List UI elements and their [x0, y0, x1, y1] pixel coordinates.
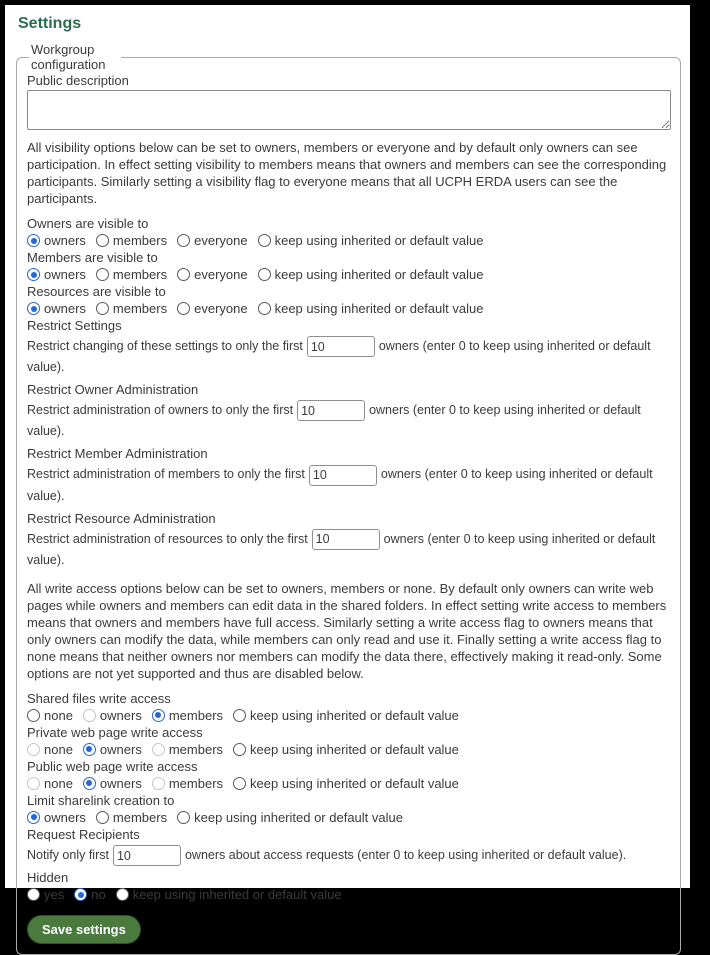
- radio-label: owners: [44, 267, 86, 282]
- radio-label: none: [44, 775, 73, 791]
- members-visibility-everyone-radio[interactable]: [177, 268, 190, 281]
- field-label: Public web page write access: [27, 758, 198, 774]
- radio-label: yes: [44, 887, 65, 903]
- owners-visibility-radio-group: [27, 232, 671, 249]
- sharelink-limit-owners-radio[interactable]: [27, 811, 40, 824]
- hidden-option-no: [74, 887, 105, 902]
- radio-label: keep using inherited or default value: [250, 741, 459, 757]
- radio-label: everyone: [194, 301, 248, 316]
- save-settings-button[interactable]: Save settings: [27, 915, 141, 944]
- radio-label: members: [168, 741, 224, 757]
- radio-label: keep using inherited or default value: [274, 233, 484, 248]
- field-label: Hidden: [27, 870, 69, 886]
- info-paragraph: All write access options below can be set to owners, members or none. By default only owners can write web pages while owners and members can edit data in the shared folders. In effect setting write access to members means that owners and members have full access. Similarly setting a write access flag to owners means that only owners can modify the data, while members can only read and use it. Finally setting a write access flag to none means that neither owners nor members can modify the data there, effectively making it read-only. Some options are not yet supported and thus are disabled below.: [27, 580, 667, 681]
- restrict-member-admin-input[interactable]: [309, 465, 377, 486]
- radio-label: keep using inherited or default value: [274, 301, 484, 316]
- numberline-text-after: owners (enter 0 to keep using inherited or default value).: [27, 467, 653, 503]
- radio-label: no: [91, 887, 106, 903]
- sharelink-limit-option-keep: [177, 810, 403, 825]
- radio-label: keep using inherited or default value: [250, 707, 459, 723]
- numberline-text-before: Notify only first: [27, 847, 109, 862]
- public-description-label: Public description: [27, 73, 129, 88]
- field-label: Limit sharelink creation to: [27, 792, 175, 808]
- radio-label: keep using inherited or default value: [250, 775, 459, 791]
- settings-page: [5, 5, 690, 938]
- field-label: Restrict Settings: [27, 318, 122, 333]
- restrict-resource-admin-row: [27, 529, 671, 571]
- hidden-yes-radio[interactable]: [27, 888, 40, 901]
- members-visibility-option-keep: [258, 267, 484, 282]
- public-web-page-write-keep-radio[interactable]: [233, 777, 246, 790]
- owners-visibility-option-members: [96, 233, 167, 248]
- shared-files-write-radio-group: [27, 707, 671, 724]
- private-web-page-write-option-none: [27, 742, 73, 757]
- private-web-page-write-none-radio: [27, 743, 40, 756]
- page-title: Settings: [18, 15, 82, 32]
- restrict-owner-admin-row: [27, 400, 671, 442]
- public-web-page-write-members-radio: [152, 777, 165, 790]
- owners-visibility-keep-radio[interactable]: [258, 234, 271, 247]
- workgroup-config-fieldset: [16, 42, 681, 955]
- numberline-text-after: owners about access requests (enter 0 to keep using inherited or default value).: [184, 847, 627, 862]
- resources-visibility-everyone-radio[interactable]: [177, 302, 190, 315]
- shared-files-write-members-radio[interactable]: [152, 709, 165, 722]
- hidden-radio-group: [27, 886, 671, 903]
- members-visibility-owners-radio[interactable]: [27, 268, 40, 281]
- radio-label: owners: [44, 233, 86, 248]
- public-web-page-write-option-keep: [233, 776, 459, 791]
- owners-visibility-option-owners: [27, 233, 86, 248]
- public-web-page-write-owners-radio[interactable]: [83, 777, 96, 790]
- resources-visibility-keep-radio[interactable]: [258, 302, 271, 315]
- members-visibility-option-owners: [27, 267, 86, 282]
- sharelink-limit-members-radio[interactable]: [96, 811, 109, 824]
- radio-label: owners: [44, 301, 86, 316]
- restrict-member-admin-row: [27, 464, 671, 506]
- radio-label: owners: [99, 707, 142, 723]
- field-label: Restrict Member Administration: [27, 446, 208, 462]
- resources-visibility-members-radio[interactable]: [96, 302, 109, 315]
- owners-visibility-option-everyone: [177, 233, 247, 248]
- numberline-text-before: Restrict administration of members to only the first: [27, 467, 305, 482]
- owners-visibility-everyone-radio[interactable]: [177, 234, 190, 247]
- private-web-page-write-owners-radio[interactable]: [83, 743, 96, 756]
- radio-label: everyone: [194, 233, 248, 248]
- resources-visibility-owners-radio[interactable]: [27, 302, 40, 315]
- shared-files-write-option-keep: [233, 708, 459, 723]
- hidden-option-keep: [116, 887, 342, 902]
- public-web-page-write-none-radio: [27, 777, 40, 790]
- private-web-page-write-members-radio: [152, 743, 165, 756]
- public-web-page-write-radio-group: [27, 775, 671, 792]
- numberline-text-before: Restrict administration of resources to only the first: [27, 531, 308, 546]
- numberline-text-before: Restrict changing of these settings to only the first: [27, 339, 303, 353]
- radio-label: members: [112, 809, 168, 825]
- hidden-option-yes: [27, 887, 64, 902]
- private-web-page-write-option-members: [152, 742, 223, 757]
- shared-files-write-none-radio[interactable]: [27, 709, 40, 722]
- radio-label: members: [112, 233, 168, 248]
- radio-label: owners: [99, 775, 142, 791]
- shared-files-write-option-members: [152, 708, 223, 723]
- resources-visibility-option-keep: [258, 301, 484, 316]
- private-web-page-write-option-owners: [83, 742, 142, 757]
- radio-label: everyone: [194, 267, 248, 282]
- shared-files-write-option-none: [27, 708, 73, 723]
- sharelink-limit-radio-group: [27, 809, 671, 826]
- field-label: Resources are visible to: [27, 284, 166, 299]
- hidden-keep-radio[interactable]: [116, 888, 129, 901]
- radio-label: keep using inherited or default value: [274, 267, 484, 282]
- resources-visibility-radio-group: [27, 300, 671, 317]
- field-label: Restrict Owner Administration: [27, 382, 199, 398]
- settings-form: [27, 139, 671, 903]
- numberline-text-after: owners (enter 0 to keep using inherited or default value).: [27, 403, 641, 439]
- field-label: Request Recipients: [27, 826, 140, 842]
- radio-label: members: [168, 775, 224, 791]
- field-label: Owners are visible to: [27, 216, 149, 231]
- public-description-textarea[interactable]: [27, 90, 671, 130]
- info-paragraph: All visibility options below can be set to owners, members or everyone and by default only owners can see participation. In effect setting visibility to members means that owners and members can see the corresponding participants. Similarly setting a visibility flag to everyone means that all UCPH ERDA users can see the participants.: [27, 140, 667, 206]
- radio-label: members: [112, 267, 168, 282]
- members-visibility-option-members: [96, 267, 167, 282]
- radio-label: owners: [44, 809, 86, 825]
- field-label: Members are visible to: [27, 250, 158, 265]
- restrict-settings-row: [27, 336, 671, 378]
- radio-label: none: [44, 707, 73, 723]
- field-label: Private web page write access: [27, 724, 203, 740]
- sharelink-limit-keep-radio[interactable]: [177, 811, 190, 824]
- shared-files-write-owners-radio: [83, 709, 96, 722]
- numberline-text-after: owners (enter 0 to keep using inherited or default value).: [27, 531, 656, 567]
- shared-files-write-keep-radio[interactable]: [233, 709, 246, 722]
- request-recipients-input[interactable]: [113, 845, 181, 866]
- radio-label: members: [168, 707, 224, 723]
- private-web-page-write-keep-radio[interactable]: [233, 743, 246, 756]
- resources-visibility-option-owners: [27, 301, 86, 316]
- sharelink-limit-option-members: [96, 810, 167, 825]
- resources-visibility-option-members: [96, 301, 167, 316]
- hidden-no-radio[interactable]: [74, 888, 87, 901]
- public-web-page-write-option-members: [152, 776, 223, 791]
- fieldset-legend: Workgroup configuration: [31, 42, 106, 72]
- radio-label: keep using inherited or default value: [194, 809, 403, 825]
- radio-label: members: [112, 301, 168, 316]
- restrict-resource-admin-input[interactable]: [312, 529, 380, 550]
- private-web-page-write-option-keep: [233, 742, 459, 757]
- owners-visibility-members-radio[interactable]: [96, 234, 109, 247]
- radio-label: owners: [99, 741, 142, 757]
- resources-visibility-option-everyone: [177, 301, 247, 316]
- members-visibility-radio-group: [27, 266, 671, 283]
- owners-visibility-option-keep: [258, 233, 484, 248]
- shared-files-write-option-owners: [83, 708, 142, 723]
- restrict-owner-admin-input[interactable]: [297, 400, 365, 421]
- public-web-page-write-option-owners: [83, 776, 142, 791]
- sharelink-limit-option-owners: [27, 810, 86, 825]
- request-recipients-row: [27, 845, 671, 866]
- restrict-settings-input[interactable]: [307, 336, 375, 357]
- members-visibility-keep-radio[interactable]: [258, 268, 271, 281]
- public-web-page-write-option-none: [27, 776, 73, 791]
- members-visibility-option-everyone: [177, 267, 247, 282]
- numberline-text-after: owners (enter 0 to keep using inherited or default value).: [27, 339, 651, 375]
- private-web-page-write-radio-group: [27, 741, 671, 758]
- radio-label: none: [44, 741, 73, 757]
- radio-label: keep using inherited or default value: [132, 887, 342, 903]
- owners-visibility-owners-radio[interactable]: [27, 234, 40, 247]
- members-visibility-members-radio[interactable]: [96, 268, 109, 281]
- field-label: Restrict Resource Administration: [27, 510, 216, 526]
- button-row: [27, 915, 671, 944]
- numberline-text-before: Restrict administration of owners to only the first: [27, 403, 294, 418]
- field-label: Shared files write access: [27, 690, 171, 706]
